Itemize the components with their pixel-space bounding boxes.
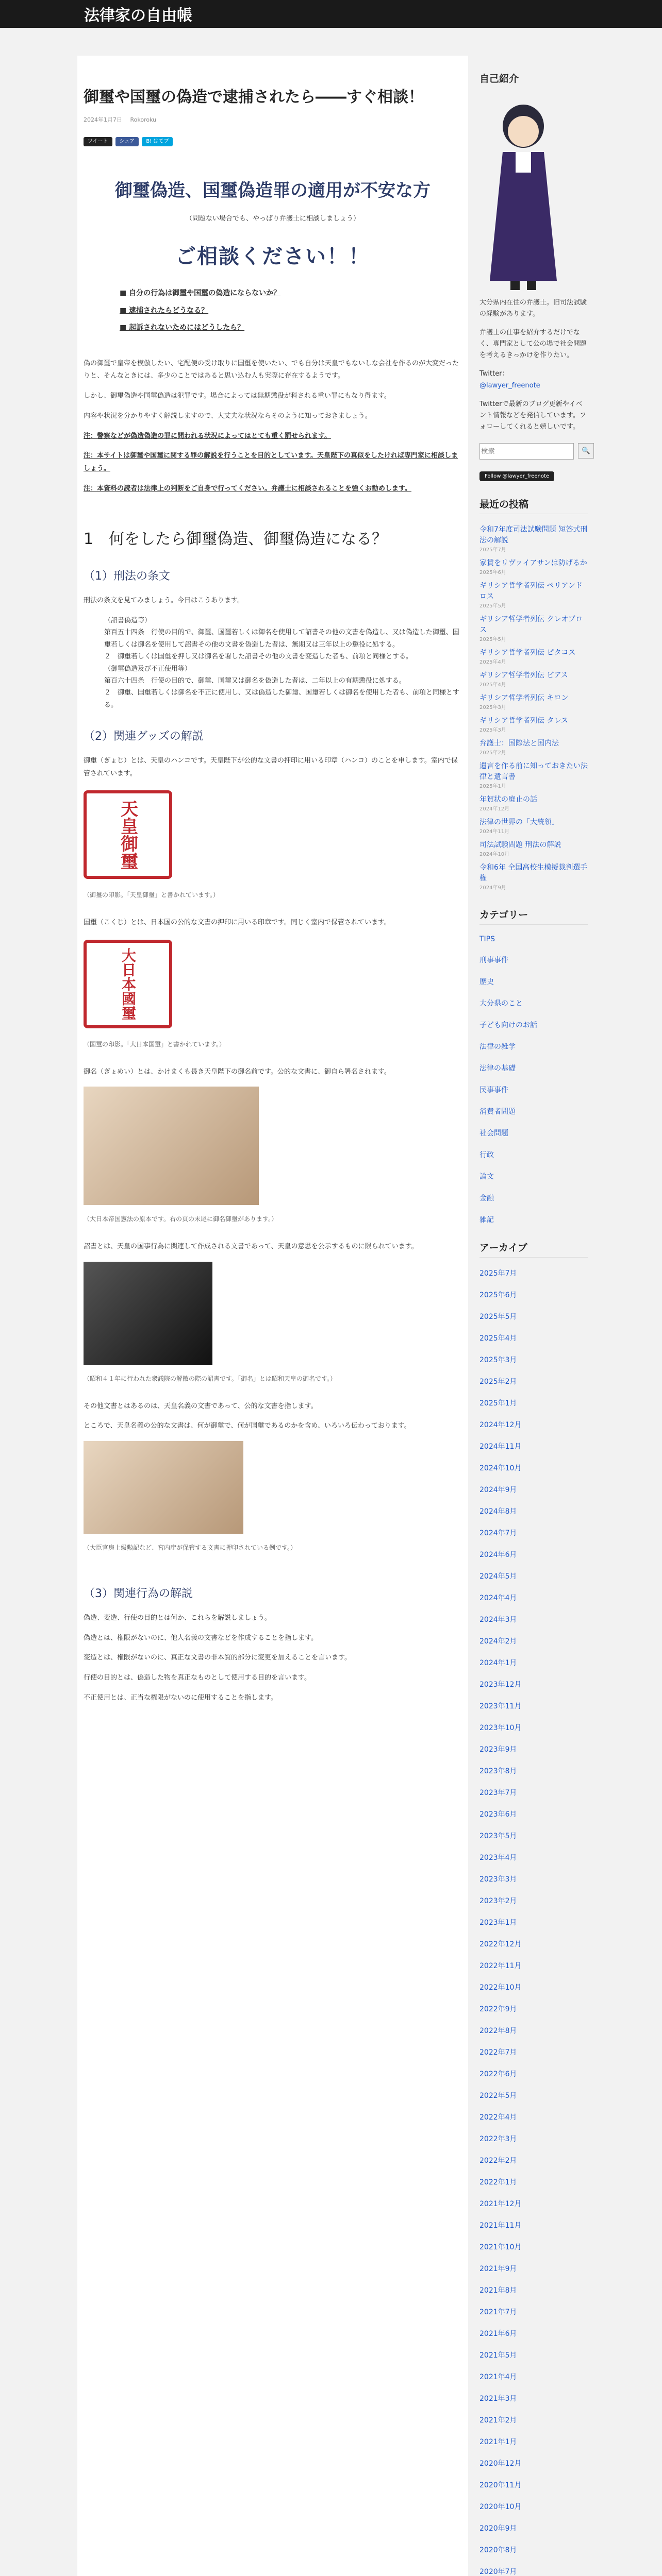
archive-link[interactable]: 2024年5月 [479, 1572, 517, 1581]
image-caption: （大臣官房上級勲記など、宮内庁が保管する文書に押印されている例です。） [84, 1544, 297, 1552]
paragraph: 変造とは、権限がないのに、真正な文書の非本質的部分に変更を加えることを言います。 [84, 1654, 351, 1662]
profile-text: Twitterで最新のブログ更新やイベント情報などを発信しています。フォローしてくれると嬉しいです。 [479, 400, 586, 431]
recent-post-date: 2025年2月 [479, 750, 506, 756]
facebook-share-button[interactable]: シェア [115, 137, 139, 146]
archive-link[interactable]: 2022年8月 [479, 2026, 517, 2035]
archive-link[interactable]: 2024年8月 [479, 1507, 517, 1516]
archive-link[interactable]: 2023年10月 [479, 1723, 522, 1732]
intro-paragraph: 内容や状況を分かりやすく解説しますので、大丈夫な状況ならそのように知っておきましょう。 [84, 412, 372, 420]
kokuji-seal-image [84, 940, 172, 1028]
archive-link[interactable]: 2020年12月 [479, 2459, 522, 2468]
archive-link[interactable]: 2023年5月 [479, 1832, 517, 1840]
law-line: 第百六十四条 行使の目的で、御璽、国璽又は御名を偽造した者は、二年以上の有期懲役に処する。 [104, 676, 406, 685]
recent-post-date: 2024年11月 [479, 828, 510, 835]
archive-link[interactable]: 2022年3月 [479, 2134, 517, 2143]
toc-item[interactable]: ■ 自分の行為は御璽や国璽の偽造にならないか？ [120, 285, 462, 302]
recent-post-date: 2025年4月 [479, 682, 506, 688]
subsection-heading: （2）関連グッズの解説 [84, 730, 204, 743]
archive-link[interactable]: 2020年7月 [479, 2567, 517, 2576]
hatena-bookmark-button[interactable]: B! はてブ [142, 137, 173, 146]
recent-post-title[interactable]: 家賃をリヴァイアサンは防げるか [479, 558, 587, 567]
subsection-heading: （1）刑法の条文 [84, 570, 170, 583]
post-title: 御璽や国璽の偽造で逮捕されたら――すぐ相談！ [84, 88, 424, 106]
archive-link[interactable]: 2025年4月 [479, 1334, 517, 1343]
archive-link[interactable]: 2024年11月 [479, 1442, 522, 1451]
archive-link[interactable]: 2025年1月 [479, 1399, 517, 1408]
twitter-label: Twitter： [479, 370, 509, 378]
site-title[interactable]: 法律家の自由帳 [84, 7, 192, 25]
post-date: 2024年1月7日 [84, 116, 122, 123]
recent-post-title[interactable]: 令和7年度司法試験問題 短答式刑法の解説 [479, 525, 588, 545]
recent-post-title[interactable]: 遺言を作る前に知っておきたい法律と遺言書 [479, 761, 588, 781]
paragraph: 刑法の条文を見てみましょう。今日はこうあります。 [84, 597, 244, 605]
archive-link[interactable]: 2025年2月 [479, 1377, 517, 1386]
recent-post-date: 2025年7月 [479, 547, 506, 553]
category-link[interactable]: 刑事事件 [479, 956, 508, 964]
recent-post-title[interactable]: 年賀状の廃止の話 [479, 795, 537, 804]
hero-sub: （問題ない場合でも、やっぱり弁護士に相談しましょう） [185, 215, 360, 223]
law-line: ２ 御璽、国璽若しくは御名を不正に使用し、又は偽造した御璽、国璽若しくは御名を使用した者も、前項と同様とする。 [104, 689, 460, 709]
subsection-heading: （3）関連行為の解説 [84, 1587, 193, 1600]
recent-posts-list [479, 524, 588, 892]
archive-link[interactable]: 2021年11月 [479, 2221, 522, 2230]
constitution-photo [84, 1087, 259, 1205]
search-input[interactable] [479, 443, 574, 460]
recent-post-title[interactable]: 法律の世界の「大統領」 [479, 818, 559, 826]
recent-post-title[interactable]: ギリシア哲学者列伝 キロン [479, 693, 569, 702]
intro-paragraph: 偽の御璽で皇帝を模倣したい、宅配便の受け取りに国璽を使いたい、でも自分は天皇でもないしな会社を作るのが大変だったりと、そんなときには、多少のことではあると思い込む人も実際に存在するようです。 [84, 359, 459, 380]
recent-post-date: 2025年5月 [479, 603, 506, 609]
archive-link[interactable]: 2022年1月 [479, 2178, 517, 2187]
recent-post-item[interactable] [479, 716, 588, 734]
twitter-follow-button[interactable]: Follow @lawyer_freenote [479, 471, 554, 481]
post-meta [84, 115, 462, 124]
paragraph: 詔書とは、天皇の国事行為に関連して作成される文書であって、天皇の意思を公示するものに限られています。 [84, 1243, 418, 1251]
archive-link[interactable]: 2023年3月 [479, 1875, 517, 1884]
archive-link[interactable]: 2024年7月 [479, 1529, 517, 1537]
archive-link[interactable]: 2024年3月 [479, 1615, 517, 1624]
category-link[interactable]: 歴史 [479, 977, 494, 986]
sidebar [479, 56, 588, 2576]
recent-post-date: 2024年12月 [479, 806, 510, 812]
recent-post-item[interactable] [479, 524, 588, 554]
archive-link[interactable]: 2022年2月 [479, 2156, 517, 2165]
law-text [104, 615, 462, 711]
category-link[interactable]: 行政 [479, 1150, 494, 1159]
archive-link[interactable]: 2021年1月 [479, 2437, 517, 2446]
archive-link[interactable]: 2024年9月 [479, 1485, 517, 1494]
recent-post-item[interactable] [479, 840, 588, 858]
archive-link[interactable]: 2021年3月 [479, 2394, 517, 2403]
archive-link[interactable]: 2021年10月 [479, 2243, 522, 2251]
intro-note: 注：本資料の読者は法律上の判断をご自身で行ってください。弁護士に相談されることを強くお勧めします。 [84, 484, 411, 493]
intro-note: 注：本サイトは御璽や国璽に関する罪の解説を行うことを目的としています。天皇陛下の真似をしたければ専門家に相談しましょう。 [84, 452, 458, 472]
paragraph: その他文書とはあるのは、天皇名義の文書であって、公的な文書を指します。 [84, 1402, 318, 1410]
recent-post-item[interactable] [479, 581, 588, 610]
section-heading: 1 何をしたら御璽偽造、御璽偽造になる？ [84, 530, 388, 549]
archive-link[interactable]: 2022年11月 [479, 1961, 522, 1970]
shosho-photo [84, 1262, 212, 1365]
category-link[interactable]: 子ども向けのお話 [479, 1021, 537, 1029]
call-to-action: ご相談ください！！ [175, 245, 370, 268]
archive-link[interactable]: 2023年1月 [479, 1918, 517, 1927]
archive-link[interactable]: 2022年5月 [479, 2091, 517, 2100]
archive-link[interactable]: 2024年4月 [479, 1594, 517, 1602]
post-author[interactable]: Rokoroku [130, 116, 157, 123]
recent-post-item[interactable] [479, 862, 588, 892]
archive-link[interactable]: 2023年12月 [479, 1680, 522, 1689]
archive-link[interactable]: 2023年6月 [479, 1810, 517, 1819]
archives-list [479, 1268, 588, 2576]
archive-link[interactable]: 2021年4月 [479, 2372, 517, 2381]
archive-link[interactable]: 2021年9月 [479, 2264, 517, 2273]
archive-link[interactable]: 2021年7月 [479, 2308, 517, 2316]
paragraph: ところで、天皇名義の公的な文書は、何が御璽で、何が国璽であるのかを含め、いろいろ伝わっております。 [84, 1422, 411, 1430]
archive-link[interactable]: 2023年11月 [479, 1702, 522, 1710]
profile-title: 自己紹介 [479, 73, 519, 84]
archive-link[interactable]: 2023年2月 [479, 1896, 517, 1905]
archive-link[interactable]: 2023年7月 [479, 1788, 517, 1797]
archive-link[interactable]: 2024年10月 [479, 1464, 522, 1472]
archive-link[interactable]: 2025年3月 [479, 1355, 517, 1364]
hero-heading: 御璽偽造、国璽偽造罪の適用が不安な方 [115, 180, 431, 201]
share-buttons [84, 137, 462, 146]
recent-posts-title: 最近の投稿 [479, 497, 588, 514]
recent-post-date: 2024年10月 [479, 851, 510, 857]
image-caption: （国璽の印影。「大日本国璽」と書かれています。） [84, 1040, 226, 1048]
article [77, 56, 468, 2576]
law-line: 第百五十四条 行使の目的で、御璽、国璽若しくは御名を使用して詔書その他の文書を偽造し、又は偽造した御璽、国璽若しくは御名を使用して詔書その他の文書を偽造した者は、無期又は三年以上の懲役に処する。 [104, 629, 459, 649]
search-button[interactable]: 🔍 [578, 443, 594, 459]
recent-post-title[interactable]: 令和6年 全国高校生模擬裁判選手権 [479, 863, 588, 883]
archive-link[interactable]: 2025年7月 [479, 1269, 517, 1278]
categories-list [479, 935, 588, 1225]
recent-post-date: 2025年5月 [479, 636, 506, 642]
category-link[interactable]: 論文 [479, 1172, 494, 1181]
archive-link[interactable]: 2023年9月 [479, 1745, 517, 1754]
archive-link[interactable]: 2022年7月 [479, 2048, 517, 2057]
seal-text: 大日本國璽 [120, 947, 137, 1020]
archive-link[interactable]: 2025年6月 [479, 1291, 517, 1299]
recent-post-title[interactable]: 弁護士：国際法と国内法 [479, 739, 559, 748]
toc-item[interactable]: ■ 逮捕されたらどうなる？ [120, 302, 462, 320]
recent-post-date: 2025年1月 [479, 783, 506, 789]
image-caption: （大日本帝国憲法の原本です。右の頁の末尾に御名御璽があります。） [84, 1215, 278, 1223]
intro-paragraph: しかし、御璽偽造や国璽偽造は犯罪です。場合によっては無期懲役が科される重い罪にもなり得ます。 [84, 392, 391, 400]
paragraph: 偽造、変造、行使の目的とは何か、これらを解説しましょう。 [84, 1614, 272, 1622]
paragraph: 行使の目的とは、偽造した物を真正なものとして使用する目的を言います。 [84, 1673, 311, 1682]
archive-link[interactable]: 2022年9月 [479, 2005, 517, 2013]
recent-post-title[interactable]: ギリシア哲学者列伝 クレオブロス [479, 615, 583, 634]
archive-link[interactable]: 2020年9月 [479, 2524, 517, 2533]
archive-link[interactable]: 2022年12月 [479, 1940, 522, 1948]
paragraph: 御璽（ぎょじ）とは、天皇のハンコです。天皇陛下が公的な文書の押印に用いる印章（ハンコ）のことを申します。室内で保管されています。 [84, 757, 458, 777]
profile-text: 大分県内在住の弁護士。旧司法試験の経験があります。 [479, 299, 587, 318]
recent-post-date: 2025年3月 [479, 727, 506, 733]
archive-link[interactable]: 2021年12月 [479, 2199, 522, 2208]
paragraph: 国璽（こくじ）とは、日本国の公的な文書の押印に用いる印章です。同じく室内で保管されています。 [84, 919, 391, 927]
archive-link[interactable]: 2025年5月 [479, 1312, 517, 1321]
recent-post-date: 2024年9月 [479, 885, 506, 891]
profile-avatar [479, 95, 567, 291]
paragraph: 不正使用とは、正当な権限がないのに使用することを指します。 [84, 1693, 277, 1702]
category-link[interactable]: 雑記 [479, 1215, 494, 1224]
category-link[interactable]: TIPS [479, 935, 495, 943]
profile-text: 弁護士の仕事を紹介するだけでなく、専門家として公の場で社会問題を考えるきっかけを作りたい。 [479, 329, 587, 360]
archive-link[interactable]: 2021年2月 [479, 2416, 517, 2425]
archive-link[interactable]: 2020年11月 [479, 2481, 522, 2489]
recent-post-date: 2025年6月 [479, 569, 506, 575]
archive-link[interactable]: 2022年10月 [479, 1983, 522, 1992]
category-link[interactable]: 社会問題 [479, 1129, 508, 1138]
chokusho-photo [84, 1441, 243, 1534]
archive-link[interactable]: 2020年8月 [479, 2546, 517, 2554]
recent-post-title[interactable]: ギリシア哲学者列伝 ビアス [479, 671, 568, 680]
paragraph: 偽造とは、権限がないのに、他人名義の文書などを作成することを指します。 [84, 1634, 318, 1642]
recent-post-item[interactable] [479, 558, 588, 577]
recent-post-title[interactable]: ギリシア哲学者列伝 ピタコス [479, 648, 576, 657]
category-link[interactable]: 法律の雑学 [479, 1042, 516, 1051]
toc-item[interactable]: ■ 起訴されないためにはどうしたら？ [120, 319, 462, 337]
recent-post-item[interactable] [479, 693, 588, 711]
archive-link[interactable]: 2023年4月 [479, 1853, 517, 1862]
toc [120, 285, 462, 337]
category-link[interactable]: 大分県のこと [479, 999, 523, 1008]
category-link[interactable]: 法律の基礎 [479, 1064, 516, 1073]
site-header [0, 0, 662, 28]
image-caption: （御璽の印影。「天皇御璽」と書かれています。） [84, 891, 220, 899]
archive-link[interactable]: 2023年8月 [479, 1767, 517, 1775]
recent-post-item[interactable] [479, 794, 588, 813]
recent-post-item[interactable] [479, 648, 588, 666]
recent-post-item[interactable] [479, 738, 588, 757]
recent-post-item[interactable] [479, 614, 588, 643]
archive-link[interactable]: 2020年10月 [479, 2502, 522, 2511]
twitter-link[interactable]: @lawyer_freenote [479, 381, 540, 389]
categories-title: カテゴリー [479, 907, 588, 925]
recent-post-title[interactable]: 司法試験問題 刑法の解説 [479, 840, 561, 849]
recent-post-date: 2025年3月 [479, 704, 506, 710]
image-caption: （昭和４１年に行われた衆議院の解散の際の詔書です。「御名」とは昭和天皇の御名です。） [84, 1375, 337, 1382]
recent-post-title[interactable]: ギリシア哲学者列伝 タレス [479, 716, 569, 725]
recent-post-item[interactable] [479, 817, 588, 836]
intro-note: 注：警察などが偽造偽造の罪に問われる状況によってはとても重く罰せられます。 [84, 432, 331, 440]
recent-post-item[interactable] [479, 761, 588, 790]
recent-post-date: 2025年4月 [479, 659, 506, 665]
archive-link[interactable]: 2022年4月 [479, 2113, 517, 2122]
archives-title: アーカイブ [479, 1240, 588, 1258]
search-form [479, 443, 588, 460]
law-line: （御璽偽造及び不正使用等） [104, 665, 192, 673]
paragraph: 御名（ぎょめい）とは、かけまくも畏き天皇陛下の御名前です。公的な文書に、御自ら署名されます。 [84, 1067, 391, 1076]
hero [84, 176, 462, 269]
archive-link[interactable]: 2021年5月 [479, 2351, 517, 2360]
archive-link[interactable]: 2024年12月 [479, 1420, 522, 1429]
archive-link[interactable]: 2021年6月 [479, 2329, 517, 2338]
recent-post-title[interactable]: ギリシア哲学者列伝 ペリアンドロス [479, 581, 583, 601]
category-link[interactable]: 民事事件 [479, 1086, 508, 1094]
tweet-button[interactable]: ツイート [84, 137, 112, 146]
profile-text [479, 368, 588, 391]
category-link[interactable]: 消費者問題 [479, 1107, 516, 1116]
archive-link[interactable]: 2024年1月 [479, 1658, 517, 1667]
archive-link[interactable]: 2021年8月 [479, 2286, 517, 2295]
law-line: （詔書偽造等） [104, 616, 152, 624]
gyoji-seal-image [84, 790, 172, 879]
recent-post-item[interactable] [479, 670, 588, 689]
category-link[interactable]: 金融 [479, 1194, 494, 1202]
seal-text: 天皇御璽 [117, 800, 138, 870]
archive-link[interactable]: 2024年6月 [479, 1550, 517, 1559]
archive-link[interactable]: 2024年2月 [479, 1637, 517, 1646]
law-line: ２ 御璽若しくは国璽を押し又は御名を署した詔書その他の文書を変造した者も、前項と同様とする。 [104, 653, 413, 661]
archive-link[interactable]: 2022年6月 [479, 2070, 517, 2078]
